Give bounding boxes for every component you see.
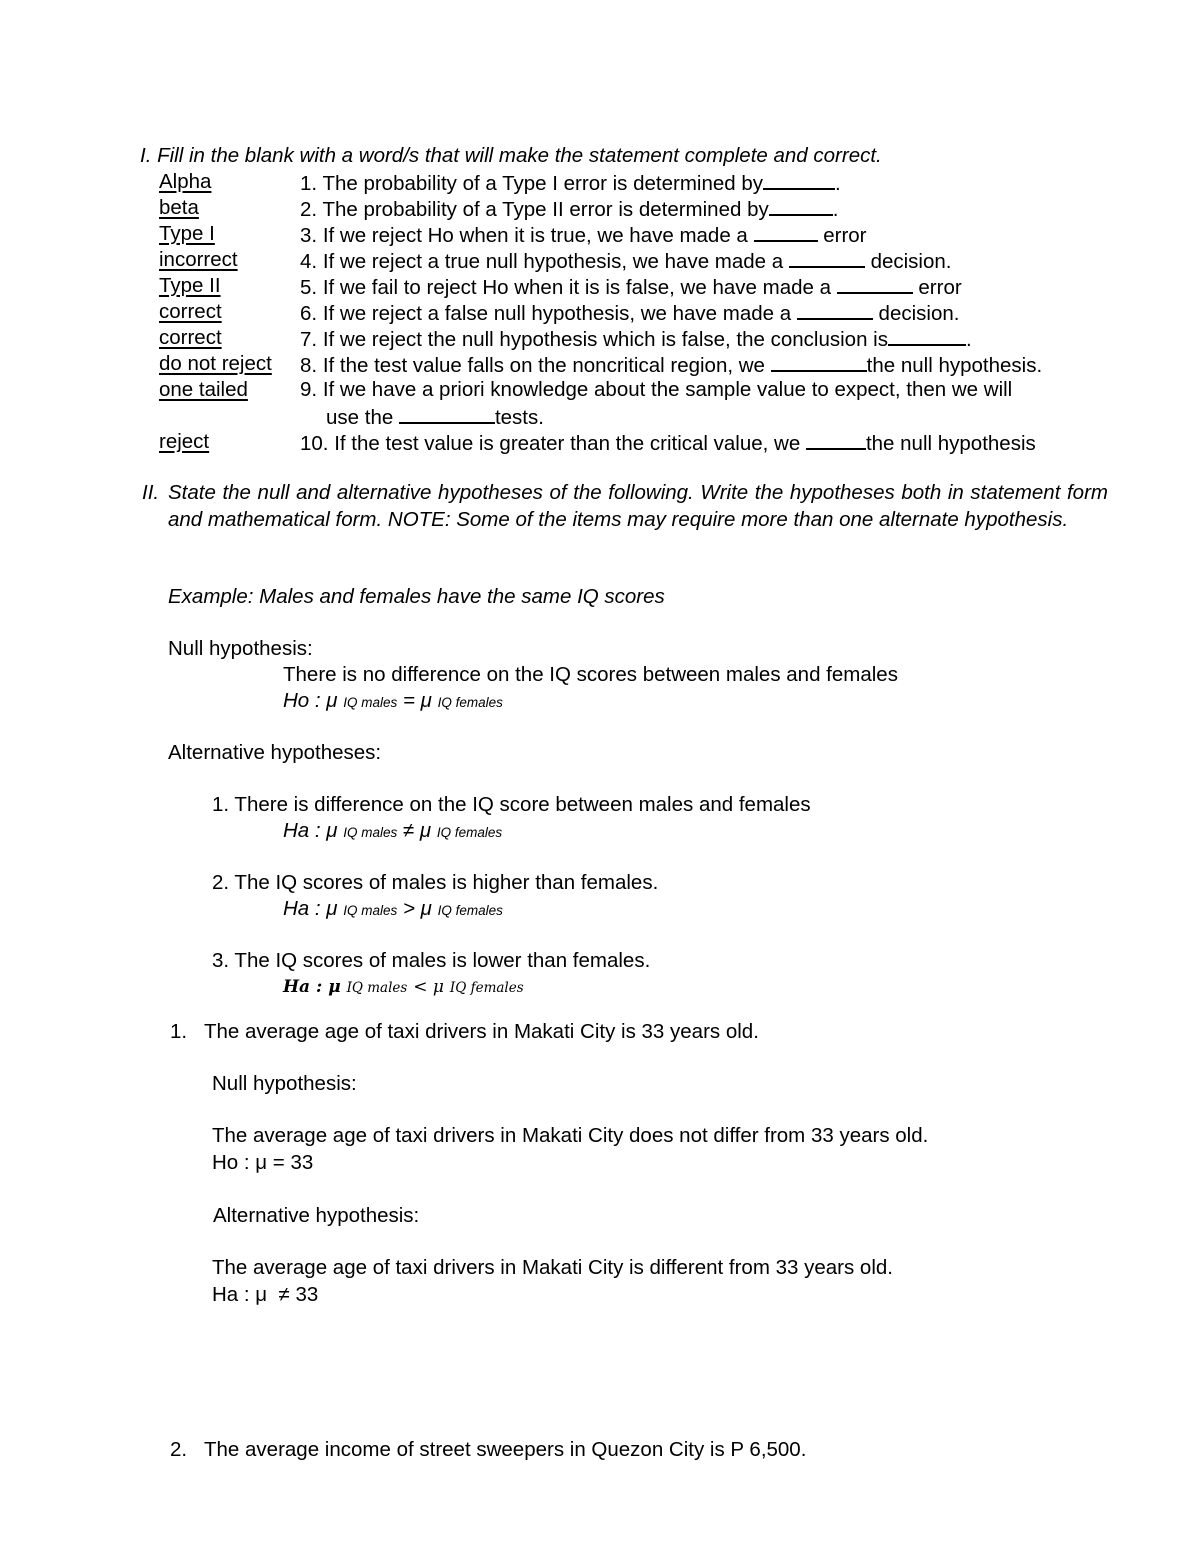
question-6: 6. If we reject a false null hypothesis, we have made a decision. [300,302,960,325]
answer-5: Type II [159,274,221,297]
example-null-math: Ho : μ IQ males = μ IQ females [283,689,503,712]
example-alt-2: 2. The IQ scores of males is higher than females. [212,871,659,894]
blank [399,406,495,424]
question-3: 3. If we reject Ho when it is true, we have made a error [300,224,867,247]
problem-1-alt-label: Alternative hypothesis: [213,1204,420,1227]
problem-1-statement: The average age of taxi drivers in Makati City is 33 years old. [204,1020,759,1043]
example-alt-1: 1. There is difference on the IQ score between males and females [212,793,811,816]
question-2: 2. The probability of a Type II error is determined by . [300,198,839,221]
problem-1-null-statement: The average age of taxi drivers in Makati City does not differ from 33 years old. [212,1124,929,1147]
blank [797,302,873,320]
problem-1-number: 1. [170,1020,188,1043]
blank [771,354,867,372]
question-1: 1. The probability of a Type I error is determined by . [300,172,841,195]
problem-1-alt-statement: The average age of taxi drivers in Makati City is different from 33 years old. [212,1256,893,1279]
blank [888,328,966,346]
answer-8: do not reject [159,352,272,375]
answer-4: incorrect [159,248,238,271]
answer-6: correct [159,300,222,323]
problem-1-alt-math: Ha : μ ≠ 33 [212,1283,319,1306]
blank [754,224,818,242]
blank [763,172,835,190]
answer-7: correct [159,326,222,349]
blank [837,276,913,294]
answer-3: Type I [159,222,215,245]
question-7: 7. If we reject the null hypothesis which is false, the conclusion is . [300,328,972,351]
example-title: Example: Males and females have the same IQ scores [168,585,665,608]
blank [769,198,833,216]
part1-heading: I. Fill in the blank with a word/s that will make the statement complete and correct. [140,144,882,167]
example-alt-label: Alternative hypotheses: [168,741,382,764]
problem-2-statement: The average income of street sweepers in Quezon City is P 6,500. [204,1438,807,1461]
answer-9: one tailed [159,378,248,401]
example-alt-3-math: Ha : μ IQ males < μ IQ females [283,977,524,997]
example-null-label: Null hypothesis: [168,637,313,660]
question-4: 4. If we reject a true null hypothesis, we have made a decision. [300,250,952,273]
example-alt-3: 3. The IQ scores of males is lower than females. [212,949,651,972]
blank [806,432,866,450]
blank [789,250,865,268]
answer-1: Alpha [159,170,212,193]
question-5: 5. If we fail to reject Ho when it is is false, we have made a error [300,276,962,299]
question-9-cont: use the tests. [326,406,544,429]
question-9: 9. If we have a priori knowledge about the sample value to expect, then we will [300,378,1013,401]
question-8: 8. If the test value falls on the noncritical region, we the null hypothesis. [300,354,1043,377]
answer-2: beta [159,196,199,219]
example-alt-2-math: Ha : μ IQ males > μ IQ females [283,897,503,920]
example-alt-1-math: Ha : μ IQ males ≠ μ IQ females [283,819,503,842]
answer-10: reject [159,430,210,453]
problem-1-null-math: Ho : μ = 33 [212,1151,314,1174]
example-null-statement: There is no difference on the IQ scores between males and females [283,663,898,686]
part2-heading: II. State the null and alternative hypotheses of the following. Write the hypotheses both in statement form and mathematical form. NOTE: Some of the items may require more than one alternate hypothesis. [142,481,1108,531]
problem-1-null-label: Null hypothesis: [212,1072,357,1095]
problem-2-number: 2. [170,1438,188,1461]
question-10: 10. If the test value is greater than the critical value, we the null hypothesis [300,432,1036,455]
